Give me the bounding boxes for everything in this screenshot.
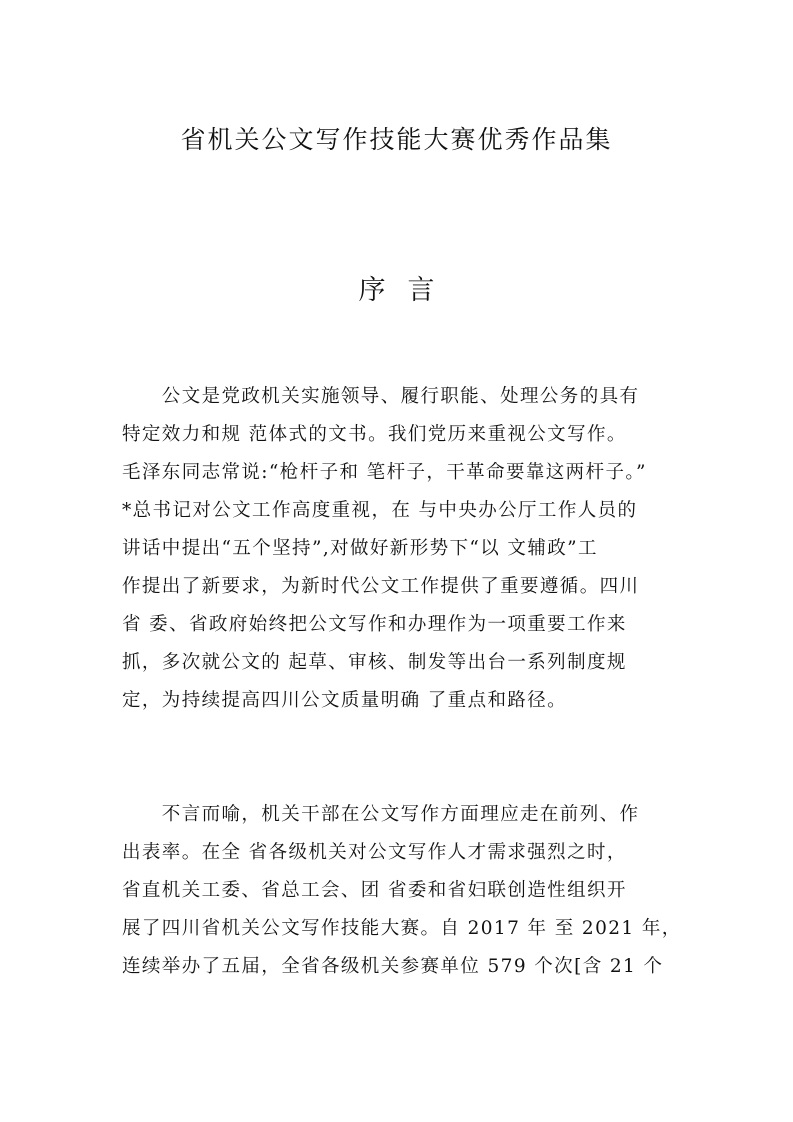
- text-line: 省直机关工委、省总工会、团 省委和省妇联创造性组织开: [122, 880, 627, 901]
- text-line: 特定效力和规 范体式的文书。我们党历来重视公文写作。: [122, 424, 627, 445]
- section-heading-char: 言: [407, 275, 435, 306]
- document-title: 省机关公文写作技能大赛优秀作品集: [180, 125, 613, 154]
- text-line: 出表率。在全 省各级机关对公文写作人才需求强烈之时，: [122, 842, 627, 863]
- paragraph-1: [122, 378, 682, 720]
- text-line: 不言而喻，机关干部在公文写作方面理应走在前列、作: [122, 804, 640, 825]
- text-line: 展了四川省机关公文写作技能大赛。自 2017 年 至 2021 年，: [122, 918, 682, 939]
- text-line: 抓，多次就公文的 起草、审核、制发等出台一系列制度规: [122, 652, 627, 673]
- text-line: 作提出了新要求，为新时代公文工作提供了重要遵循。四川: [122, 576, 640, 597]
- text-line: 定，为持续提高四川公文质量明确 了重点和路径。: [122, 690, 568, 711]
- text-line: 连续举办了五届，全省各级机关参赛单位 579 个次[含 21 个: [122, 956, 664, 977]
- text-line: 讲话中提出“五个坚持”,对做好新形势下“以 文辅政”工: [122, 538, 598, 559]
- text-line: 公文是党政机关实施领导、履行职能、处理公务的具有: [122, 386, 640, 407]
- section-heading-preface: [0, 272, 793, 310]
- paragraph-2: [122, 796, 682, 986]
- text-line: 省 委、省政府始终把公文写作和办理作为一项重要工作来: [122, 614, 627, 635]
- text-line: *总书记对公文工作高度重视，在 与中央办公厅工作人员的: [122, 500, 638, 521]
- text-line: 毛泽东同志常说:“枪杆子和 笔杆子，干革命要靠这两杆子。”: [122, 462, 647, 483]
- section-heading-char: 序: [358, 275, 386, 306]
